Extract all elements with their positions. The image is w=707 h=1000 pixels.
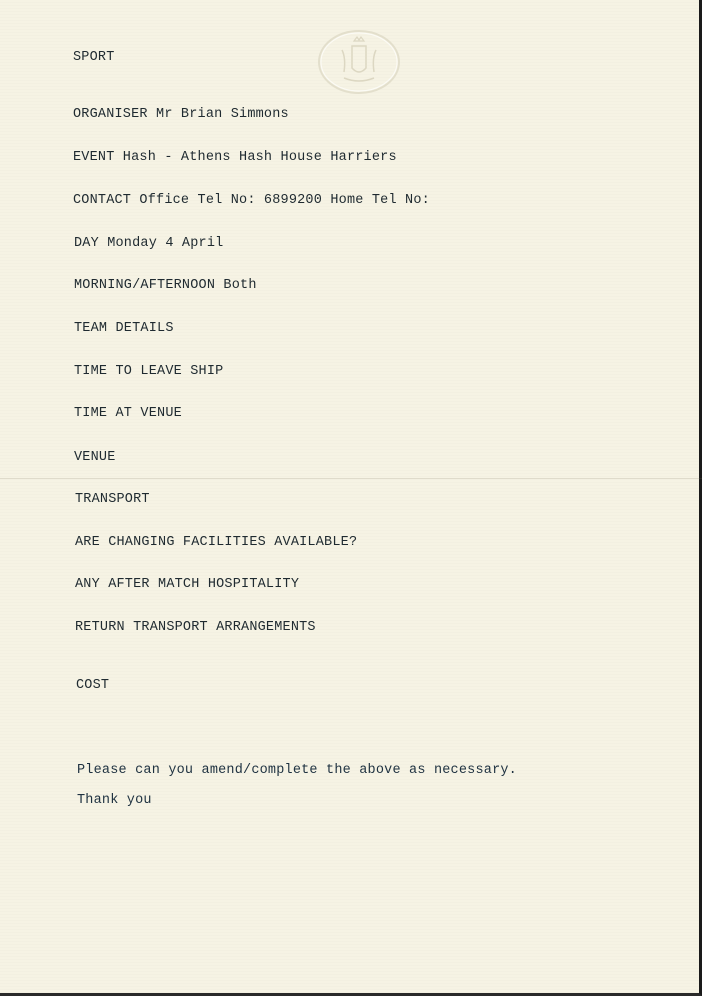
field-transport: TRANSPORT bbox=[75, 492, 150, 507]
field-return-transport: RETURN TRANSPORT ARRANGEMENTS bbox=[75, 620, 316, 635]
closing-request: Please can you amend/complete the above as necessary. bbox=[77, 763, 517, 778]
field-morning-afternoon: MORNING/AFTERNOON Both bbox=[74, 278, 257, 293]
field-venue: VENUE bbox=[74, 450, 116, 465]
embossed-crest-icon bbox=[316, 28, 402, 96]
field-time-to-leave-ship: TIME TO LEAVE SHIP bbox=[74, 364, 224, 379]
fold-line bbox=[0, 478, 702, 479]
field-contact: CONTACT Office Tel No: 6899200 Home Tel No: bbox=[73, 193, 430, 208]
field-organiser: ORGANISER Mr Brian Simmons bbox=[73, 107, 289, 122]
field-event: EVENT Hash - Athens Hash House Harriers bbox=[73, 150, 397, 165]
field-team-details: TEAM DETAILS bbox=[74, 321, 174, 336]
field-day: DAY Monday 4 April bbox=[74, 236, 224, 251]
closing-thanks: Thank you bbox=[77, 793, 152, 808]
field-cost: COST bbox=[76, 678, 110, 693]
field-changing-facilities: ARE CHANGING FACILITIES AVAILABLE? bbox=[75, 535, 358, 550]
heading-sport: SPORT bbox=[73, 50, 115, 65]
field-after-match-hospitality: ANY AFTER MATCH HOSPITALITY bbox=[75, 577, 300, 592]
field-time-at-venue: TIME AT VENUE bbox=[74, 406, 182, 421]
